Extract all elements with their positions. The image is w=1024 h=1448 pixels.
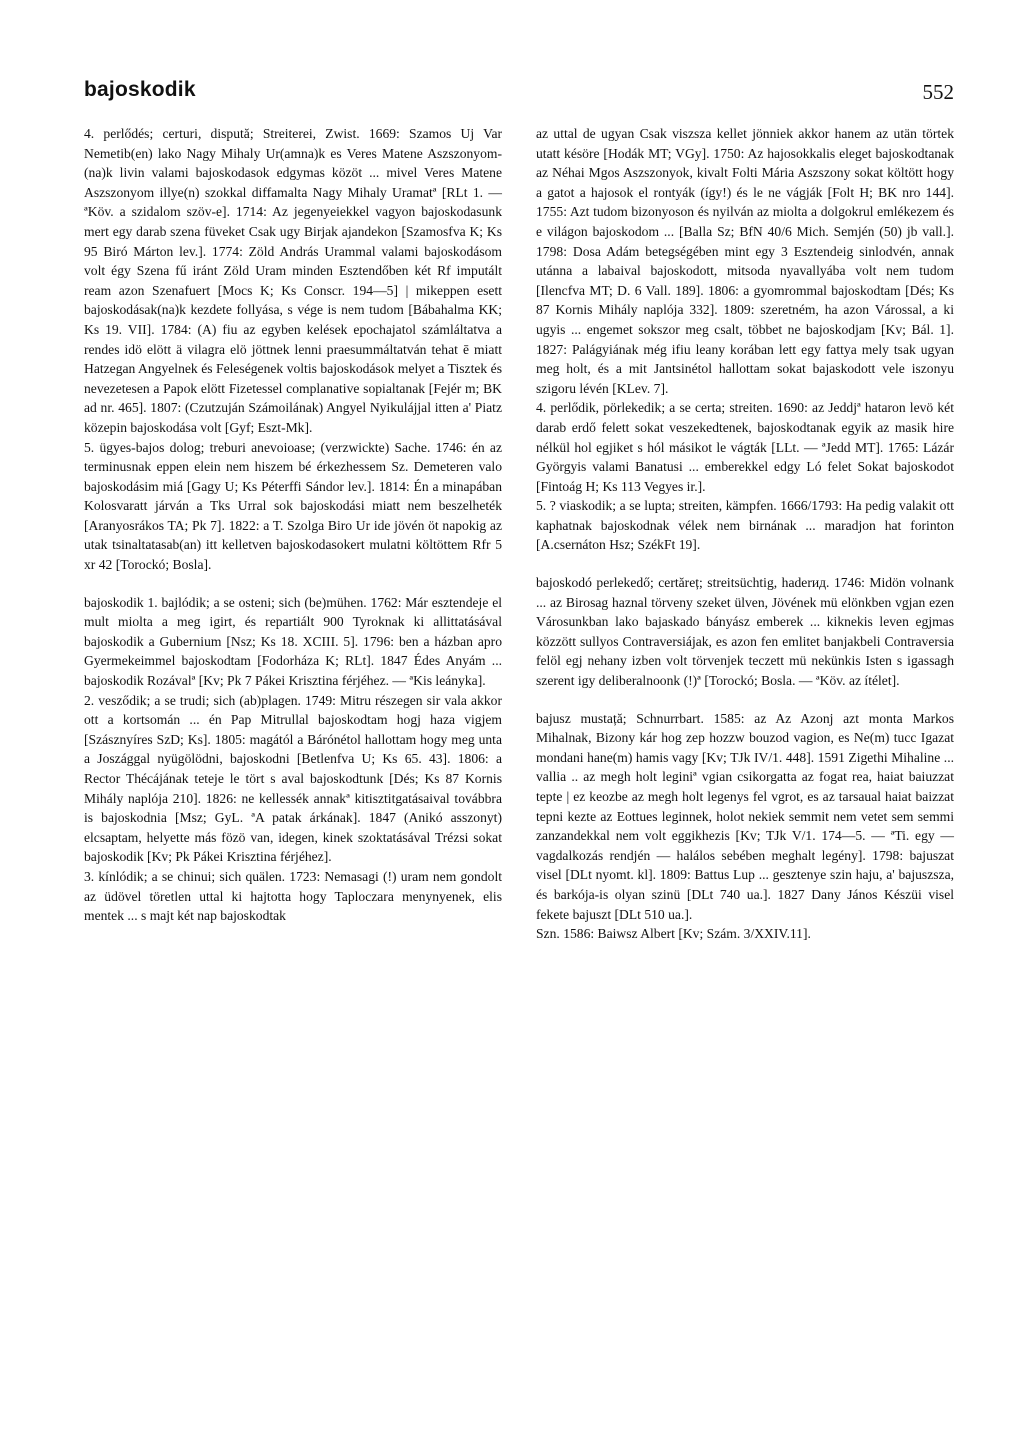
text-columns (84, 124, 954, 944)
page-header (84, 78, 954, 118)
left-column-paragraph: bajoskodik 1. bajlódik; a se osteni; sich (be)mühen. 1762: Már esztendeje el mult miolta a meg igirt, és repartiált 900 Tyroknak ki allittatásával bajoskodik a Gubernium [Nsz; Ks 18. XCIII. 5]. 1796: ben a házban apro Gyermekeimmel bajoskodtam [Fodorháza K; RLt]. 1847 Édes Anyám ... bajoskodik Rozávalª [Kv; Pk 7 Pákei Krisztina férjéhez. — ªKis leányka]. (84, 594, 502, 689)
left-column-paragraph: 2. vesződik; a se trudi; sich (ab)plagen. 1749: Mitru részegen sir vala akkor ott a kortsomán ... én Pap Mitrullal bajoskodtam hogj haza vigjem [Szásznyíres SzD; Ks]. 1805: magától a Bárónétol hallottam hogy meg unta a Joszággal nyügölödni, bajoskodni [Betlenfva U; Ks 65. 43]. 1806: a Rector Thécájának teteje le tört s aval bajoskodtunk [Dés; Ks 87 Kornis Mihály naplója 210]. 1826: ne kellessék annakª kitisztitgatásaival továbbra is bajoskodnia [Msz; GyL. ªA patak árkának]. 1847 (Anikó asszonyt) elcsaptam, helyette más fözö van, idegen, kinek szoktatásával Trézsi sokat bajoskodik [Kv; Pk Pákei Krisztina férjéhez]. (84, 692, 502, 865)
right-column-paragraph: 4. perlődik, pörlekedik; a se certa; streiten. 1690: az Jeddjª hataron levö két darab erdő felett sokat veszekedtenek, bajoskodtanak egyik az masik hire nélkül hol egjiket s hól másikot le vágták [LLt. — ªJedd MT]. 1765: Lázár Györgyis valami Banatusi ... emberekkel edgy Ló felet Sokat bajoskodot [Fintoág H; Ks 113 Vegyes ir.]. (536, 400, 954, 494)
right-column (536, 124, 954, 944)
page-number: 552 (922, 80, 954, 104)
left-column-paragraph: 4. perlődés; certuri, dispută; Streiterei, Zwist. 1669: Szamos Uj Var Nemetib(en) lako Nagy Mihaly Ur(amna)k es Veres Matene Aszszonyom-(na)k livin valami bajoskodasok edgymas közöt ... mivel Veres Matene Aszszonyom illye(n) szokkal diffamalta Nagy Mihaly Uramatª [RLt 1. — ªKöv. a szidalom szöv-e]. 1714: Az jegenyeiekkel vagyon bajoskodasunk mert egy darab szena füveket Csak ugy Birjak ajandekon [Szamosfva K; Ks 95 Biró Márton lev.]. 1774: Zöld András Urammal valami bajoskodásom volt égy Szena fű iránt Zöld Uram minden Esztendőben két Rf imputált ream azon Szenafuert [Mocs K; Ks Conscr. 194—5] | mikeppen esett bajoskodásak(na)k kezdete follyása, s vége is nem tudom [Bábahalma KK; Ks 19. VII]. 1784: (A) fiu az egyben kelések epochajatol számláltatva a rendes idö elött ä vilagra elö jöttnek lenni praesummáltatván tehat ē miatt Hatzegan Angyelnek és Feleségenek voltis bajoskodások melyet a Tisztek és nevezetesen a Papok elött Fizetessel complanative sopialtanak [Fejér m; BK ad nr. 465]. 1807: (Czutzuján Számoilának) Angyel Nyikulájjal itten a' Piatz közepin bajoskodása volt [Gyf; Eszt-Mk]. (84, 126, 502, 435)
right-column-paragraph: Szn. 1586: Baiwsz Albert [Kv; Szám. 3/XXIV.11]. (536, 926, 811, 942)
right-column-paragraph: az uttal de ugyan Csak viszsza kellet jönniek akkor hanem az utän törtek utatt késöre [Hodák MT; VGy]. 1750: Az hajosokkalis eleget bajoskodtanak az Néhai Mgos Aszszonyok, kivalt Folti Mária Aszszony sokat költött hogy a gatot a hajosok el rontyák (így!) és le ne vágják [Folt H; BK nro 144]. 1755: Azt tudom bizonyoson és nyilván az miolta a dolgokrul emlékezem és e világon bajoskodom ... [Balla Sz; BfN 40/6 Mich. Semjén (50) jb vall.]. 1798: Dosa Adám betegségében mint egy 3 Esztendeig sinlodvén, annak utánna a labaival bajoskodott, mitsoda nyavallyába volt nem tudom [Ilencfva MT; D. 6 Vall. 189]. 1806: a gyomrommal bajoskodtam [Dés; Ks 87 Kornis Mihály naplója 332]. 1809: szeretném, ha azon Várossal, a ki ugyis ... engemet sokszor meg csalt, többet ne bajoskodjam [Kv; Bál. 1]. 1827: Palágyiának még ifiu leany korában lett egy fattya mely tsak ugyan meg holt, és a mit Jantsinétol hallottam sokat bajaskodott vele iszonyu szigoru lévén [KLev. 7]. (536, 126, 954, 396)
running-headword: bajoskodik (84, 78, 196, 101)
left-column (84, 124, 502, 944)
left-column-paragraph: 5. ügyes-bajos dolog; treburi anevoioase; (verzwickte) Sache. 1746: én az terminusnak eppen elein nem hiszem bé érkezhessem Sz. Demeteren valo bajoskodásim miá [Gagy U; Ks Péterffi Sándor lev.]. 1814: Én a minapában Kolosvaratt járván a Tks Urral sok bajoskodási miatt nem beszelheték [Aranyosrákos TA; Pk 7]. 1822: a T. Szolga Biro Ur ide jövén öt napokig az utak tsinaltatasab(an) itt kelletven bajoskodasokert mulatni költöttem Rfr 5 xr 42 [Torockó; Bosla]. (84, 439, 502, 573)
right-column-paragraph: bajusz mustață; Schnurrbart. 1585: az Az Azonj azt monta Markos Mihalnak, Bizony kár hog zep hozzw bouzod vagion, es Ne(m) tucc Igazat mondani hane(m) hamis vagy [Kv; TJk IV/1. 448]. 1591 Zigethi Mihaline ... vallia .. az megh holt leginiª vgian csikorgatta az fogat rea, haiat baiuzzat tepte | ez keozbe az megh holt legenys fel vgrot, es az tarsaual haiat baizzat tepni kezte az Eottues leginnek, holot nekiek semmit nem vetet sem semmi zanzandekkal nem volt eggikhezis [Kv; TJk V/1. 174—5. — ªTi. egy — vagdalkozás rendjén — halálos sebében meghalt legény]. 1798: bajuszat visel [DLt nyomt. kl]. 1809: Battus Lup ... gesztenye szin haju, a' bajuszsza, és barkója-is olyan szinü [DLt 740 ua.]. 1827 Dany János Készüi visel fekete bajuszt [DLt 510 ua.]. (536, 710, 954, 922)
right-column-paragraph: 5. ? viaskodik; a se lupta; streiten, kämpfen. 1666/1793: Ha pedig valakit ott kaphatnak bajoskodnak vélek nem birnának ... maradjon hat forinton [A.csernáton Hsz; SzékFt 19]. (536, 498, 954, 553)
right-column-paragraph: bajoskodó perlekedő; certăreț; streitsüchtig, haderид. 1746: Midön volnank ... az Birosag haznal törveny szeket ülven, Jövének mü elönkben vgjan ezen Városunkban lako bajaskado bányász emberek ... kiknekis leven egjmas közzött sullyos Contraversiájak, es azon fen emlitet banjakbeli Contraversia felöl egj nehany izben volt törvenjek teczett mü nekünkis Isten s igassagh szerent igy deliberalnoonk (!)ª [Torockó; Bosla. — ªKöv. az ítélet]. (536, 575, 954, 689)
dictionary-page (84, 78, 954, 1418)
left-column-paragraph: 3. kínlódik; a se chinui; sich quälen. 1723: Nemasagi (!) uram nem gondolt az üdövel töretlen uttal ki hajtotta hogy Taploczara menynyenek, elis mentek ... s majt két nap bajoskodtak (84, 868, 502, 924)
